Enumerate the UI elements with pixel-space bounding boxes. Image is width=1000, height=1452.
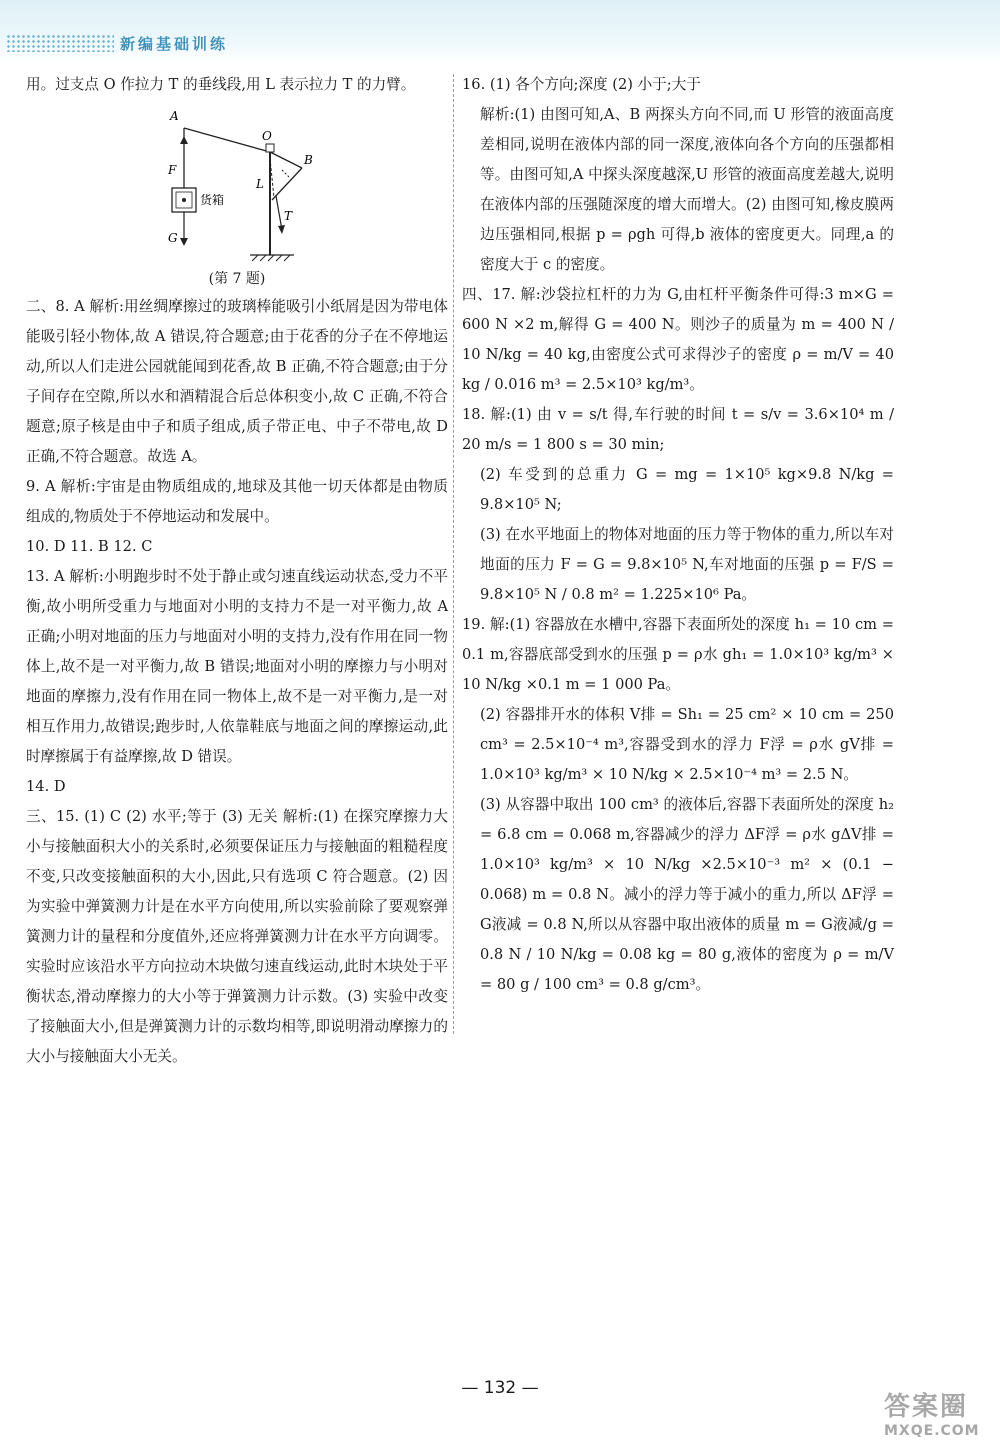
- label-A: A: [170, 109, 179, 123]
- q19-part1: 19. 解:(1) 容器放在水槽中,容器下表面所处的深度 h₁ = 10 cm = 0.1 m,容器底部受到水的压强 p = ρ水 gh₁ = 1.0×10³ kg/m³ × 10 N/kg ×0.1 m = 1 000 Pa。: [462, 616, 894, 693]
- q14-answer: 14. D: [26, 778, 66, 795]
- q18-part2: (2) 车受到的总重力 G = mg = 1×10⁵ kg×9.8 N/kg = 9.8×10⁵ N;: [480, 466, 894, 513]
- label-T: T: [284, 209, 293, 223]
- q16-explanation: 解析:(1) 由图可知,A、B 两探头方向不同,而 U 形管的液面高度差相同,说明在液体内部的同一深度,液体向各个方向的压强都相等。由图可知,A 中探头深度越深,U 形管的液面高度差越大,说明在液体内部的压强随深度的增大而增大。(2) 由图可知,橡皮膜两边压强相同,根据 p = ρgh 可得,b 液体的密度更大。同理,a 的密度大于 c 的密度。: [480, 106, 894, 273]
- watermark-cn: 答案圈: [884, 1392, 969, 1422]
- figure-7-caption: (第 7 题): [208, 271, 266, 287]
- page-number: — 132 —: [461, 1378, 539, 1398]
- label-G: G: [168, 231, 178, 245]
- label-F: F: [168, 163, 177, 177]
- label-B: B: [304, 153, 313, 167]
- q15-answer: 三、15. (1) C (2) 水平;等于 (3) 无关 解析:(1) 在探究摩擦力大小与接触面积大小的关系时,必须要保证压力与接触面的粗糙程度不变,只改变接触面积的大小,因此,只有选项 C 符合题意。(2) 因为实验中弹簧测力计是在水平方向使用,所以实验前除了要观察弹簧测力计的量程和分度值外,还应将弹簧测力计在水平方向调零。实验时应该沿水平方向拉动木块做匀速直线运动,此时木块处于平衡状态,滑动摩擦力的大小等于弹簧测力计示数。(3) 实验中改变了接触面大小,但是弹簧测力计的示数均相等,即说明滑动摩擦力的大小与接触面大小无关。: [26, 808, 448, 1065]
- q19-part2: (2) 容器排开水的体积 V排 = Sh₁ = 25 cm² × 10 cm = 250 cm³ = 2.5×10⁻⁴ m³,容器受到水的浮力 F浮 = ρ水 gV排 = 1.0×10³ kg/m³ × 10 N/kg × 2.5×10⁻⁴ m³ = 2.5 N。: [480, 706, 894, 783]
- header-dot-pattern: [6, 34, 114, 52]
- q16-answer: 16. (1) 各个方向;深度 (2) 小于;大于: [462, 76, 701, 93]
- q18-part1: 18. 解:(1) 由 v = s/t 得,车行驶的时间 t = s/v = 3.6×10⁴ m / 20 m/s = 1 800 s = 30 min;: [462, 406, 894, 453]
- q7-tail: 用。过支点 O 作拉力 T 的垂线段,用 L 表示拉力 T 的力臂。: [26, 76, 416, 93]
- lever-diagram: [166, 100, 316, 268]
- label-O: O: [262, 129, 272, 143]
- q13-answer: 13. A 解析:小明跑步时不处于静止或匀速直线运动状态,受力不平衡,故小明所受重力与地面对小明的支持力不是一对平衡力,故 A 正确;小明对地面的压力与地面对小明的支持力,没有作用在同一物体上,故不是一对平衡力,故 B 错误;地面对小明的摩擦力与小明对地面的摩擦力,没有作用在同一物体上,故不是一对平衡力,是一对相互作用力,故错误;跑步时,人依靠鞋底与地面之间的摩擦运动,此时摩擦属于有益摩擦,故 D 错误。: [26, 568, 448, 765]
- left-column: [26, 70, 448, 1072]
- q10-12-answers: 10. D 11. B 12. C: [26, 538, 153, 555]
- q19-part3: (3) 从容器中取出 100 cm³ 的液体后,容器下表面所处的深度 h₂ = 6.8 cm = 0.068 m,容器减少的浮力 ΔF浮 = ρ水 gΔV排 = 1.0×10³ kg/m³ × 10 N/kg ×2.5×10⁻³ m² × (0.1 − 0.068) m = 0.8 N。减小的浮力等于减小的重力,所以 ΔF浮 = G液减 = 0.8 N,所以从容器中取出液体的质量 m = G液减/g = 0.8 N / 10 N/kg = 0.08 kg = 80 g,液体的密度为 ρ = m/V = 80 g / 100 cm³ = 0.8 g/cm³。: [480, 796, 894, 993]
- label-box: 货箱: [200, 193, 225, 207]
- label-L: L: [256, 177, 264, 191]
- page-header: [0, 0, 1000, 62]
- figure-7: [26, 100, 448, 272]
- q9-answer: 9. A 解析:宇宙是由物质组成的,地球及其他一切天体都是由物质组成的,物质处于不停地运动和发展中。: [26, 478, 448, 525]
- right-column: [462, 70, 894, 1000]
- column-divider: [453, 74, 454, 1034]
- q18-part3: (3) 在水平地面上的物体对地面的压力等于物体的重力,所以车对地面的压力 F = G = 9.8×10⁵ N,车对地面的压强 p = F/S = 9.8×10⁵ N / 0.8 m² = 1.225×10⁶ Pa。: [480, 526, 894, 603]
- header-title: 新编基础训练: [120, 35, 229, 53]
- site-watermark: [884, 1386, 990, 1444]
- q17-solution: 四、17. 解:沙袋拉杠杆的力为 G,由杠杆平衡条件可得:3 m×G = 600 N ×2 m,解得 G = 400 N。则沙子的质量为 m = 400 N / 10 N/kg = 40 kg,由密度公式可求得沙子的密度 ρ = m/V = 40 kg / 0.016 m³ = 2.5×10³ kg/m³。: [462, 286, 894, 393]
- q8-answer: 二、8. A 解析:用丝绸摩擦过的玻璃棒能吸引小纸屑是因为带电体能吸引轻小物体,故 A 错误,符合题意;由于花香的分子在不停地运动,所以人们走进公园就能闻到花香,故 B 正确,不符合题意;由于分子间存在空隙,所以水和酒精混合后总体积变小,故 C 正确,不符合题意;原子核是由中子和质子组成,质子带正电、中子不带电,故 D 正确,不符合题意。故选 A。: [26, 298, 448, 465]
- watermark-en: MXQE.COM: [884, 1423, 980, 1439]
